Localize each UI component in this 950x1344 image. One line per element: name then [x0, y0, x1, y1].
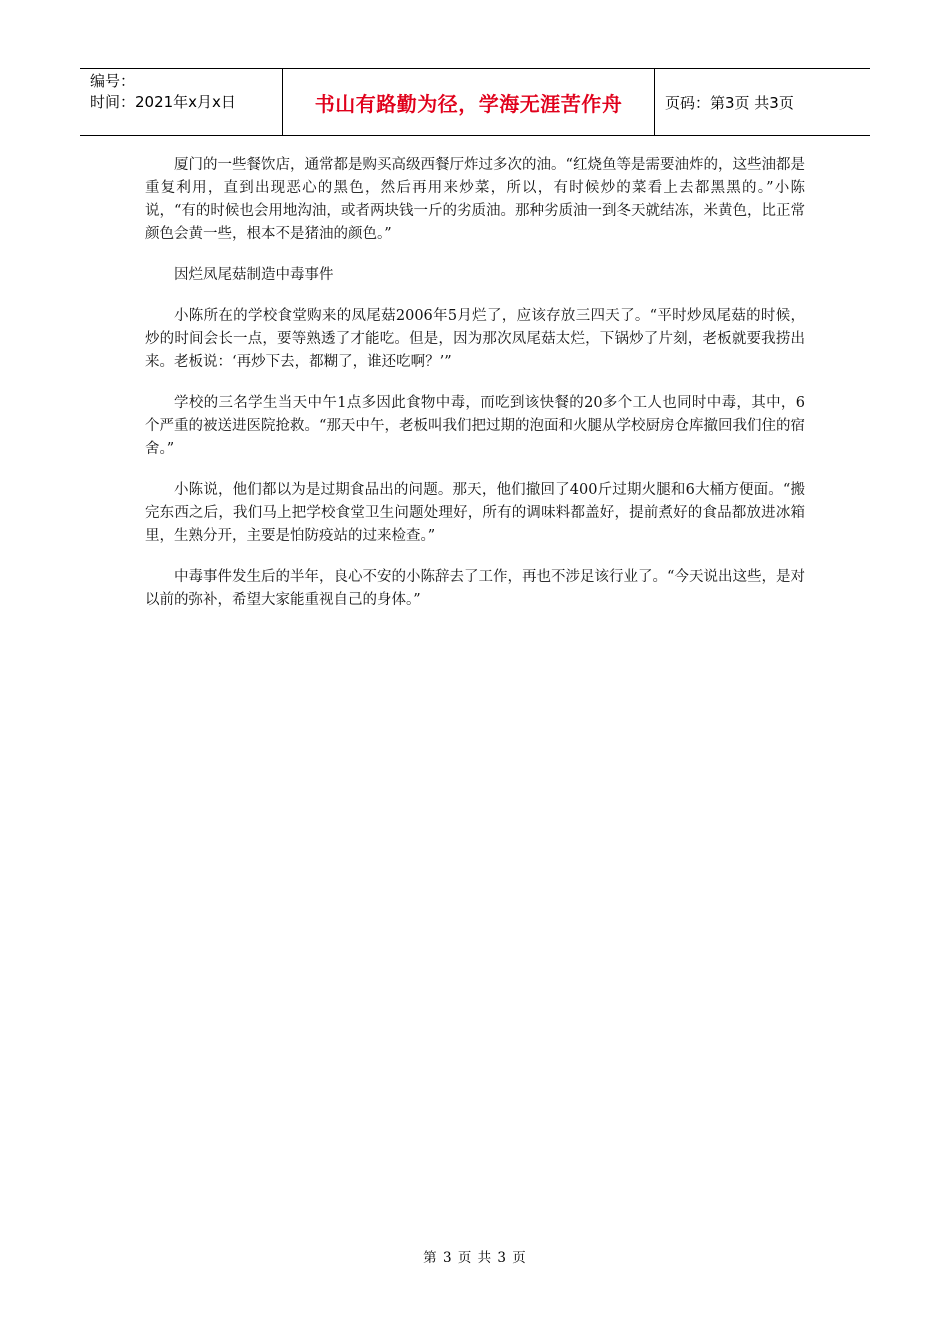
body-paragraph: 厦门的一些餐饮店，通常都是购买高级西餐厅炸过多次的油。“红烧鱼等是需要油炸的，这些油都是重复利用，直到出现恶心的黑色，然后再用来炒菜，所以，有时候炒的菜看上去都黑黑的。”小陈说，“有的时候也会用地沟油，或者两块钱一斤的劣质油。那种劣质油一到冬天就结冻，米黄色，比正常颜色会黄一些，根本不是猪油的颜色。” [145, 157, 805, 242]
section-heading: 因烂凤尾菇制造中毒事件 [174, 267, 334, 283]
body-paragraph: 小陈说，他们都以为是过期食品出的问题。那天，他们撤回了400斤过期火腿和6大桶方便面。“搬完东西之后，我们马上把学校食堂卫生问题处理好，所有的调味料都盖好，提前煮好的食品都放进冰箱里，生熟分开，主要是怕防疫站的过来检查。” [145, 482, 805, 544]
body-paragraph: 学校的三名学生当天中午1点多因此食物中毒，而吃到该快餐的20多个工人也同时中毒，其中，6个严重的被送进医院抢救。“那天中午，老板叫我们把过期的泡面和火腿从学校厨房仓库撤回我们住的宿舍。” [145, 395, 805, 457]
page-footer: 第 3 页 共 3 页 [423, 1250, 527, 1266]
header-motto: 书山有路勤为径，学海无涯苦作舟 [282, 69, 655, 135]
document-body [145, 154, 805, 630]
document-date: 时间：2021年x月x日 [90, 93, 236, 111]
page-header [80, 68, 870, 136]
body-paragraph: 中毒事件发生后的半年，良心不安的小陈辞去了工作，再也不涉足该行业了。“今天说出这些，是对以前的弥补，希望大家能重视自己的身体。” [145, 569, 805, 608]
body-paragraph: 小陈所在的学校食堂购来的凤尾菇2006年5月烂了，应该存放三四天了。“平时炒凤尾菇的时候，炒的时间会长一点，要等熟透了才能吃。但是，因为那次凤尾菇太烂，下锅炒了片刻，老板就要我捞出来。老板说：‘再炒下去，都糊了，谁还吃啊？’” [145, 308, 805, 370]
document-number-label: 编号： [90, 72, 136, 90]
header-meta [80, 69, 282, 135]
header-page-info: 页码：第3页 共3页 [665, 93, 794, 112]
